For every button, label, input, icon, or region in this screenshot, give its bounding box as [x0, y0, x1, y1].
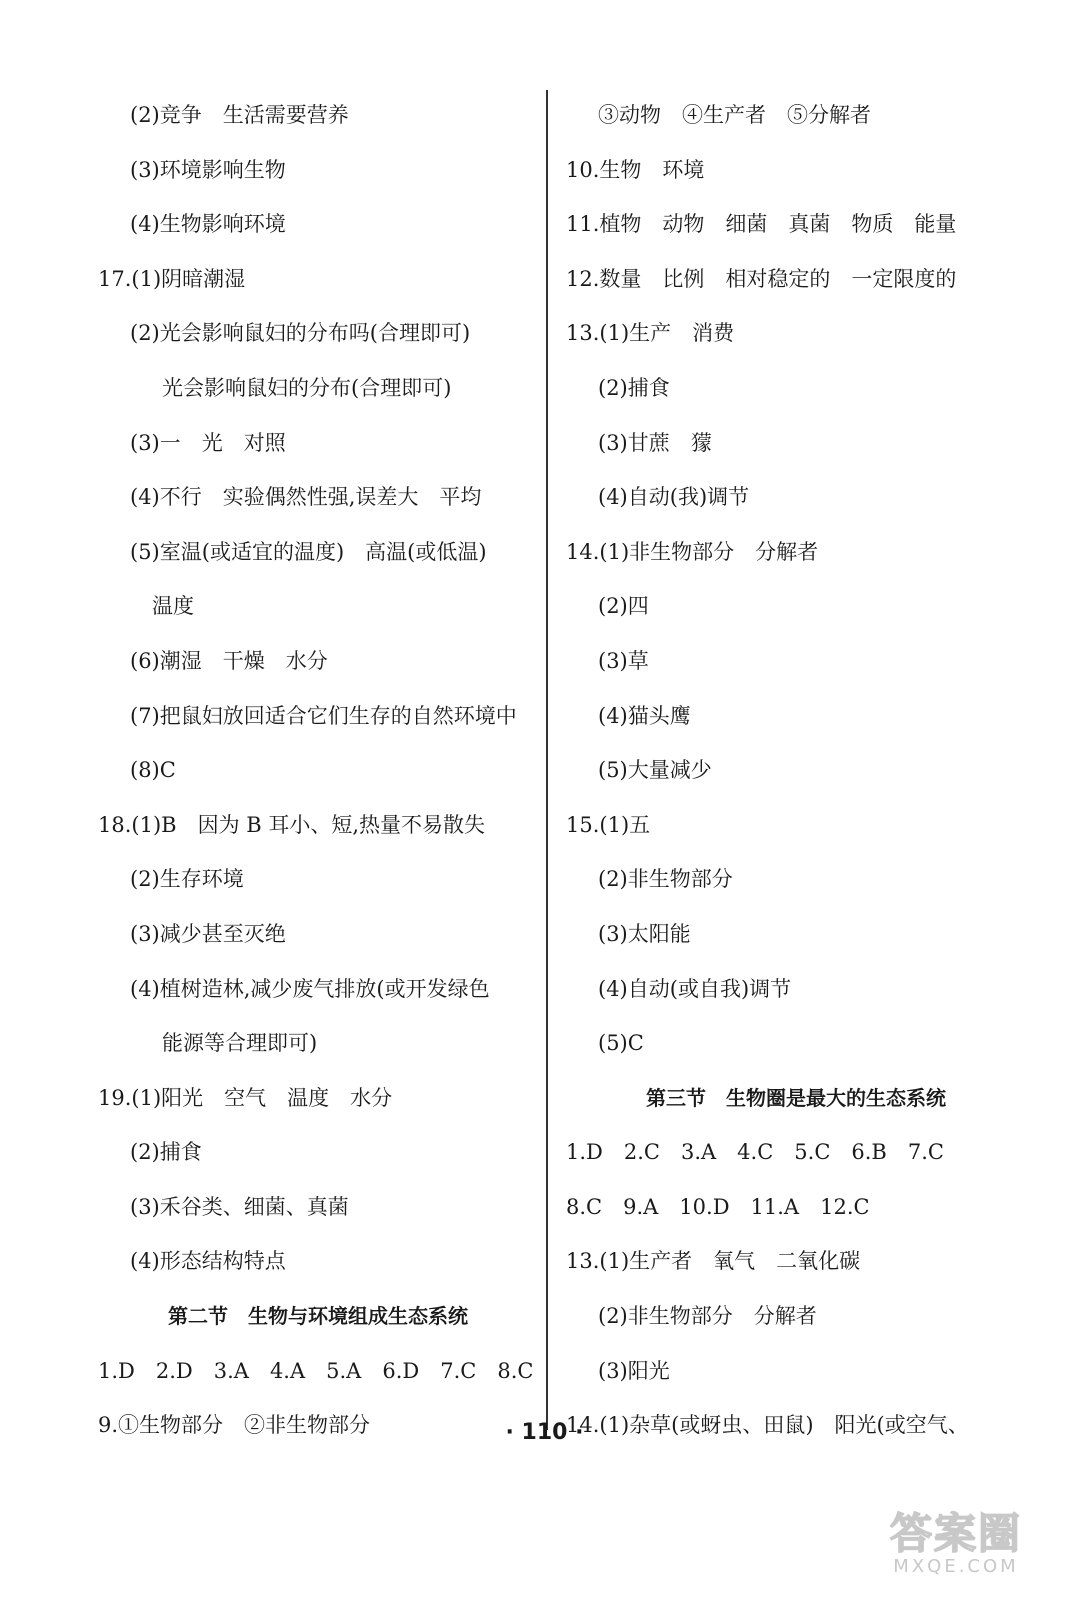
answer-line: (4)生物影响环境 — [130, 212, 286, 237]
answer-line: (5)C — [598, 1031, 644, 1056]
answer-line: (4)自动(或自我)调节 — [598, 976, 792, 1001]
answer-line: (2)捕食 — [130, 1140, 202, 1165]
answer-line: 1.D 2.C 3.A 4.C 5.C 6.B 7.C — [566, 1140, 944, 1165]
answer-line: (4)不行 实验偶然性强,误差大 平均 — [130, 485, 482, 510]
page-number: · 110 · — [505, 1420, 584, 1445]
right-column — [566, 88, 1026, 1453]
answer-line: (2)非生物部分 — [598, 867, 733, 892]
answer-line: 17.(1)阴暗潮湿 — [98, 266, 246, 291]
answer-line: (3)环境影响生物 — [130, 157, 286, 182]
left-column — [98, 88, 538, 1453]
answer-line: (2)非生物部分 分解者 — [598, 1304, 817, 1329]
answer-line: (6)潮湿 干燥 水分 — [130, 648, 328, 673]
answer-line: (3)减少甚至灭绝 — [130, 921, 286, 946]
answer-line: 19.(1)阳光 空气 温度 水分 — [98, 1085, 393, 1110]
answer-line: 12.数量 比例 相对稳定的 一定限度的 — [566, 266, 957, 291]
answer-line: 能源等合理即可) — [162, 1031, 318, 1056]
answer-line: 8.C 9.A 10.D 11.A 12.C — [566, 1194, 870, 1219]
answer-line: (3)阳光 — [598, 1358, 670, 1383]
answer-line: (5)大量减少 — [598, 758, 712, 783]
answer-line: 光会影响鼠妇的分布(合理即可) — [162, 375, 452, 400]
answer-line: (5)室温(或适宜的温度) 高温(或低温) — [130, 539, 487, 564]
answer-line: 14.(1)非生物部分 分解者 — [566, 539, 819, 564]
answer-line: 9.①生物部分 ②非生物部分 — [98, 1413, 371, 1438]
answer-line: (3)甘蔗 獴 — [598, 430, 712, 455]
answer-line: (2)四 — [598, 594, 649, 619]
answer-line: (3)一 光 对照 — [130, 430, 286, 455]
answer-line: 13.(1)生产者 氧气 二氧化碳 — [566, 1249, 861, 1274]
answer-line: (7)把鼠妇放回适合它们生存的自然环境中 — [130, 703, 517, 728]
answer-line: (3)草 — [598, 648, 649, 673]
answer-line: 15.(1)五 — [566, 812, 651, 837]
answer-line: 14.(1)杂草(或蚜虫、田鼠) 阳光(或空气、 — [566, 1413, 969, 1438]
answer-line: (8)C — [130, 758, 176, 783]
answer-line: (4)自动(我)调节 — [598, 485, 750, 510]
answer-line: (2)竞争 生活需要营养 — [130, 103, 349, 127]
section-heading: 第二节 生物与环境组成生态系统 — [168, 1304, 468, 1329]
answer-line: (2)捕食 — [598, 375, 670, 400]
answer-line: 1.D 2.D 3.A 4.A 5.A 6.D 7.C 8.C — [98, 1358, 534, 1383]
watermark-top: 答案圈 — [889, 1509, 1022, 1558]
answer-line: (3)禾谷类、细菌、真菌 — [130, 1194, 349, 1219]
answer-line: (4)植树造林,减少废气排放(或开发绿色 — [130, 976, 490, 1001]
answer-line: ③动物 ④生产者 ⑤分解者 — [598, 103, 871, 127]
answer-line: 温度 — [152, 594, 194, 619]
answer-line: (2)生存环境 — [130, 867, 244, 892]
answer-line: 18.(1)B 因为 B 耳小、短,热量不易散失 — [98, 812, 486, 837]
answer-line: 13.(1)生产 消费 — [566, 321, 735, 346]
answer-line: 11.植物 动物 细菌 真菌 物质 能量 — [566, 212, 957, 237]
answer-line: (2)光会影响鼠妇的分布吗(合理即可) — [130, 321, 471, 346]
column-divider — [546, 90, 548, 1430]
watermark-bottom: MXQE.COM — [893, 1556, 1019, 1577]
answer-line: (3)太阳能 — [598, 921, 691, 946]
section-heading: 第三节 生物圈是最大的生态系统 — [646, 1085, 946, 1110]
watermark-logo — [851, 1509, 1061, 1582]
answer-line: 10.生物 环境 — [566, 157, 705, 182]
answer-line: (4)猫头鹰 — [598, 703, 691, 728]
answer-line: (4)形态结构特点 — [130, 1249, 286, 1274]
